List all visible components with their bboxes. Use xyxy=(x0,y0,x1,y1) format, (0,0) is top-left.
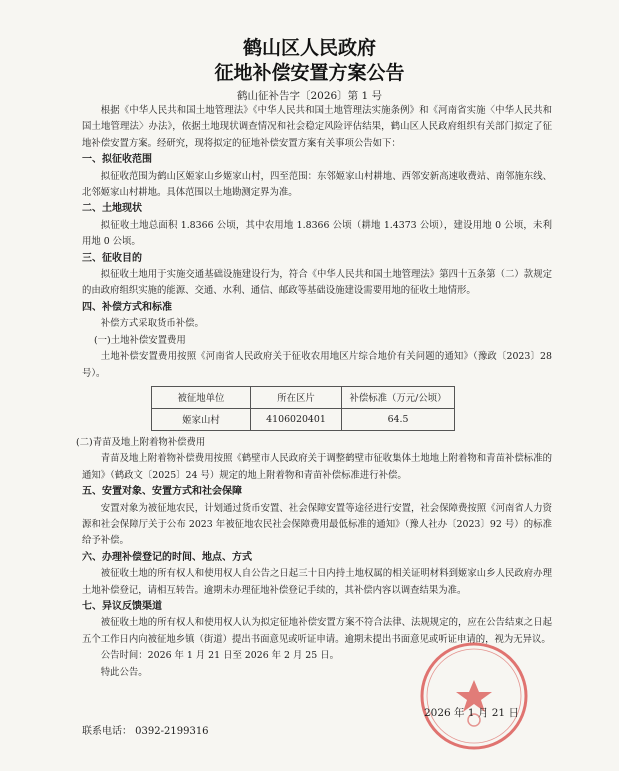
section-6-heading: 六、办理补偿登记的时间、地点、方式 xyxy=(82,551,252,563)
section-4-sub2-text: 青苗及地上附着物补偿费用按照《鹤壁市人民政府关于调整鹤壁市征收集体土地地上附着物和青苗补偿标准的通知》（鹤政文〔2025〕24 号）规定的地上附着物和青苗补偿标准进行补偿。 xyxy=(82,453,552,481)
section-4-sub1-text: 土地补偿安置费用按照《河南省人民政府关于征收农用地区片综合地价有关问题的通知》（豫政〔2023〕28 号）。 xyxy=(82,351,552,379)
table-header-cell: 补偿标准（万元/公顷） xyxy=(342,386,455,408)
section-2-text: 拟征收土地总面积 1.8366 公顷，其中农用地 1.8366 公顷（耕地 1.4373 公顷），建设用地 0 公顷，未利用地 0 公顷。 xyxy=(82,219,552,248)
section-5-text: 安置对象为被征地农民，计划通过货币安置、社会保障安置等途径进行安置，社会保障费按照《河南省人力资源和社会保障厅关于公布 2023 年被征地农民社会保障费用最低标准的通知》（豫人社办〔2023〕92 号）的标准给予补偿。 xyxy=(82,502,552,547)
section-7-heading: 七、异议反馈渠道 xyxy=(82,600,162,612)
section-3-heading: 三、征收目的 xyxy=(82,252,142,264)
issue-date: 2026 年 1 月 21 日 xyxy=(424,707,519,719)
section-1-text: 拟征收范围为鹤山区姬家山乡姬家山村，四至范围：东邻姬家山村耕地、西邻安新高速收费站、南邻施东线、北邻姬家山村耕地。具体范围以土地勘测定界为准。 xyxy=(82,170,552,199)
compensation-table xyxy=(151,386,455,431)
section-1-heading: 一、拟征收范围 xyxy=(82,154,152,166)
section-4-text: 补偿方式采取货币补偿。 xyxy=(100,318,204,330)
section-4-sub2-heading: (二)青苗及地上附着物补偿费用 xyxy=(76,436,206,448)
section-2-heading: 二、土地现状 xyxy=(82,203,142,215)
section-6-text: 被征收土地的所有权人和使用权人自公告之日起三十日内持土地权属的相关证明材料到姬家山乡人民政府办理土地补偿登记，请相互转告。逾期未办理征地补偿登记手续的，其补偿内容以调查结果为准。 xyxy=(82,568,552,596)
notice-body xyxy=(76,103,552,681)
table-row xyxy=(152,408,455,430)
notice-title: 征地补偿安置方案公告 xyxy=(214,62,405,84)
table-header-row xyxy=(152,386,455,408)
table-header-cell: 被征地单位 xyxy=(152,386,251,408)
section-4-sub1-heading: (一)土地补偿安置费用 xyxy=(94,334,186,346)
issuer-title: 鹤山区人民政府 xyxy=(242,37,376,59)
section-5-heading: 五、安置对象、安置方式和社会保障 xyxy=(82,486,242,498)
table-cell-unit: 姬家山村 xyxy=(152,408,251,430)
document-number: 鹤山征补告字〔2026〕第 1 号 xyxy=(236,90,383,102)
section-7-text: 被征收土地的所有权人和使用权人认为拟定征地补偿安置方案不符合法律、法规规定的，应在公告结束之日起五个工作日内向被征地乡镇（街道）提出书面意见或听证申请。逾期未提出书面意见或听证申请的，视为无异议。 xyxy=(82,617,552,645)
table-cell-zone: 4106020401 xyxy=(251,408,342,430)
table-header-cell: 所在区片 xyxy=(251,386,342,408)
section-3-text: 拟征收土地用于实施交通基础设施建设行为，符合《中华人民共和国土地管理法》第四十五条第（二）款规定的由政府组织实施的能源、交通、水利、通信、邮政等基础设施建设需要用地的征收土地情形。 xyxy=(82,269,552,297)
official-seal-icon xyxy=(418,640,530,752)
table-cell-standard: 64.5 xyxy=(342,408,455,430)
intro-paragraph: 根据《中华人民共和国土地管理法》《中华人民共和国土地管理法实施条例》和《河南省实施〈中华人民共和国土地管理法〉办法》，依据土地现状调查情况和社会稳定风险评估结果，鹤山区人民政府组织有关部门拟定了征地补偿安置方案。经研究，现将拟定的征地补偿安置方案有关事项公告如下： xyxy=(82,105,552,149)
closing-statement: 特此公告。 xyxy=(100,666,148,678)
contact-phone: 联系电话： 0392-2199316 xyxy=(82,726,209,737)
section-4-heading: 四、补偿方式和标准 xyxy=(82,301,172,313)
notice-period: 公告时间：2026 年 1 月 21 日至 2026 年 2 月 25 日。 xyxy=(100,650,339,662)
